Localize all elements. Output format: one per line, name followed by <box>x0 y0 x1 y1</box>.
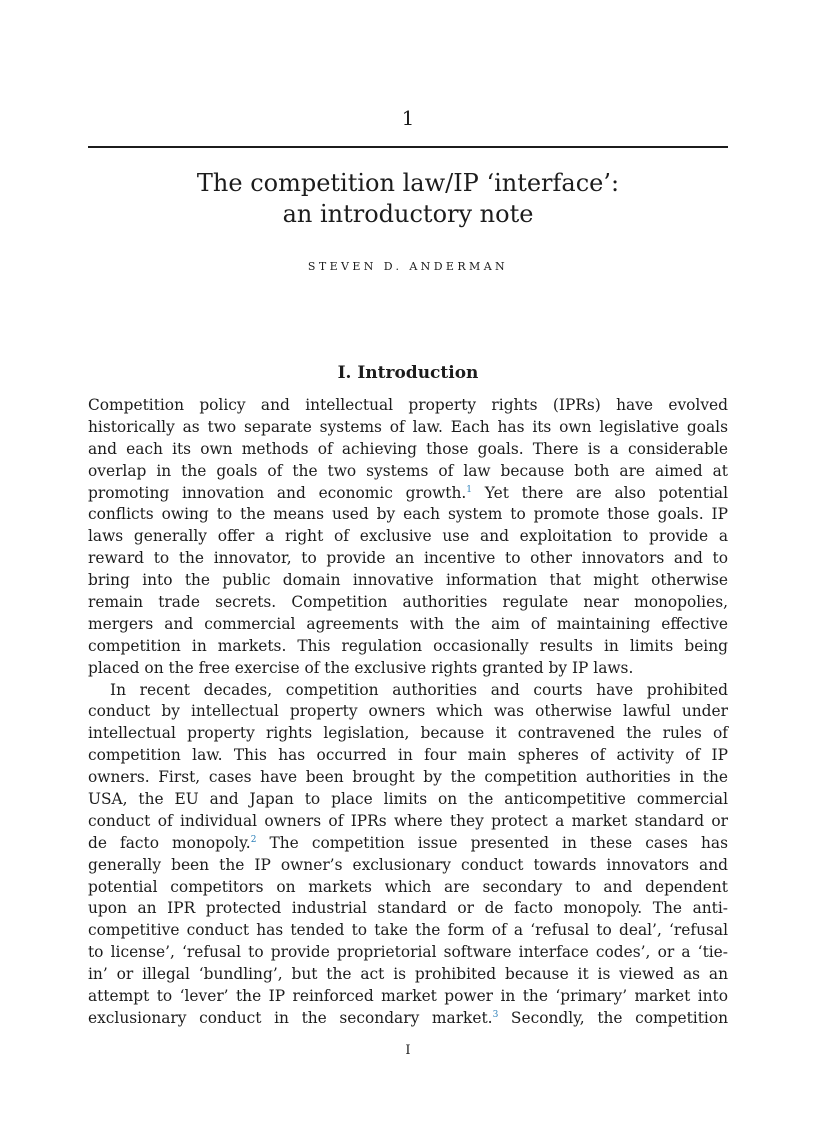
text-line: mergers and commercial agreements with the aim of maintaining effective <box>88 614 728 633</box>
page <box>88 0 728 1123</box>
text-line <box>88 483 728 505</box>
text-line: competition law. This has occurred in four main spheres of activity of IP <box>88 746 728 765</box>
paragraph-1 <box>88 395 728 680</box>
text-line: bring into the public domain innovative information that might otherwise <box>88 571 728 590</box>
text-line: remain trade secrets. Competition authorities regulate near monopolies, <box>88 593 728 612</box>
text-segment: Secondly, the competition <box>498 1008 728 1027</box>
chapter-title <box>88 168 728 230</box>
text-line: laws generally offer a right of exclusive use and exploitation to provide a <box>88 527 728 546</box>
text-line: upon an IPR protected industrial standard or de facto monopoly. The anti- <box>88 899 728 918</box>
text-line: in’ or illegal ‘bundling’, but the act is prohibited because it is viewed as an <box>88 965 728 984</box>
author-name: STEVEN D. ANDERMAN <box>307 260 509 273</box>
text-segment: promoting innovation and economic growth. <box>88 483 467 502</box>
section-heading: I. Introduction <box>337 363 479 383</box>
text-line <box>88 833 728 855</box>
text-line: conduct of individual owners of IPRs where they protect a market standard or <box>88 811 728 830</box>
body-text <box>88 395 728 1030</box>
text-segment: Yet there are also potential <box>472 483 728 502</box>
text-line: Competition policy and intellectual property rights (IPRs) have evolved <box>88 396 728 414</box>
text-line: USA, the EU and Japan to place limits on the anticompetitive commercial <box>88 790 728 809</box>
text-line: competition in markets. This regulation occasionally results in limits being <box>88 636 728 655</box>
text-line: attempt to ‘lever’ the IP reinforced market power in the ‘primary’ market into <box>88 987 728 1006</box>
chapter-title-line-1: The competition law/IP ‘interface’: <box>196 169 620 197</box>
chapter-number: 1 <box>401 106 415 130</box>
text-segment: The competition issue presented in these cases has <box>256 833 729 852</box>
text-segment: de facto monopoly. <box>88 833 251 852</box>
text-segment: exclusionary conduct in the secondary market. <box>88 1008 493 1027</box>
text-line: In recent decades, competition authorities and courts have prohibited <box>110 680 728 699</box>
text-line: and each its own methods of achieving those goals. There is a considerable <box>88 439 728 458</box>
page-number: I <box>405 1043 411 1058</box>
text-line: conflicts owing to the means used by each system to promote those goals. IP <box>88 505 728 524</box>
text-line: potential competitors on markets which are secondary to and dependent <box>88 877 728 896</box>
chapter-divider <box>88 146 728 148</box>
chapter-title-line-2: an introductory note <box>282 200 534 228</box>
text-line: intellectual property rights legislation, because it contravened the rules of <box>88 724 728 743</box>
text-line: conduct by intellectual property owners which was otherwise lawful under <box>88 702 728 721</box>
text-line: to license’, ‘refusal to provide proprietorial software interface codes’, or a ‘tie- <box>88 943 728 962</box>
footnote-ref-1[interactable]: 1 <box>466 484 473 495</box>
text-line <box>88 1008 728 1030</box>
text-line: overlap in the goals of the two systems of law because both are aimed at <box>88 461 728 480</box>
text-line: historically as two separate systems of law. Each has its own legislative goals <box>88 417 728 436</box>
footnote-ref-3[interactable]: 3 <box>492 1009 499 1020</box>
paragraph-2 <box>88 680 728 1030</box>
footnote-ref-2[interactable]: 2 <box>250 834 257 845</box>
text-line: competitive conduct has tended to take the form of a ‘refusal to deal’, ‘refusal <box>88 921 728 940</box>
text-line: owners. First, cases have been brought by the competition authorities in the <box>88 768 728 787</box>
text-line: placed on the free exercise of the exclusive rights granted by IP laws. <box>88 658 634 677</box>
text-line: reward to the innovator, to provide an incentive to other innovators and to <box>88 549 728 568</box>
text-line: generally been the IP owner’s exclusionary conduct towards innovators and <box>88 855 728 874</box>
